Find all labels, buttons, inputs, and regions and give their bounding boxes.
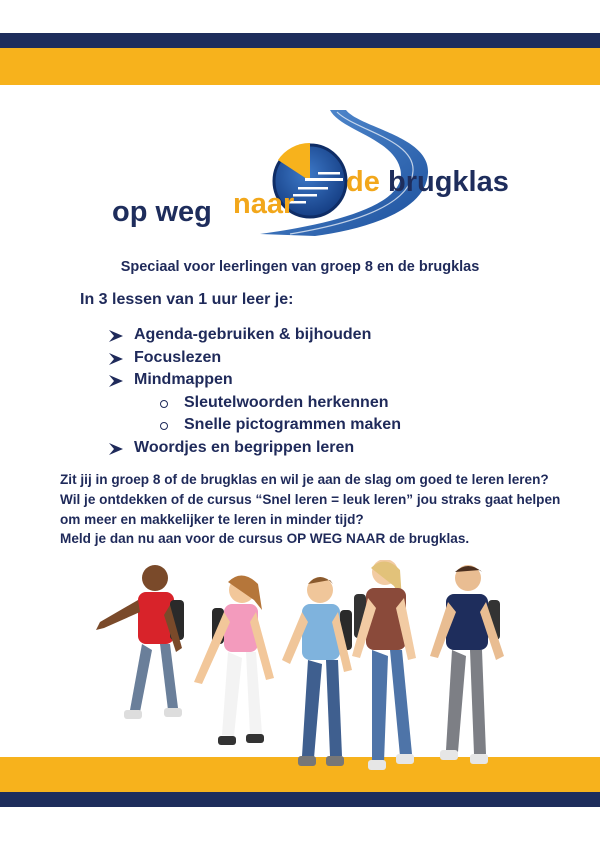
logo-text-de: de <box>346 166 380 198</box>
arrow-bullet-icon <box>108 328 124 344</box>
circle-bullet-icon <box>160 400 168 408</box>
list-item-label: Focuslezen <box>134 348 222 366</box>
description-paragraph <box>60 470 560 549</box>
list-item-label: Mindmappen <box>134 371 233 388</box>
logo-text-naar: naar <box>233 188 295 220</box>
intro-heading: In 3 lessen van 1 uur leer je: <box>80 291 294 308</box>
lesson-list <box>108 326 401 461</box>
list-item-label: Sleutelwoorden herkennen <box>184 393 389 411</box>
logo-text-brugklas: brugklas <box>388 166 509 198</box>
list-item-label: Agenda-gebruiken & bijhouden <box>134 326 372 343</box>
arrow-bullet-icon <box>108 351 124 367</box>
list-item <box>108 371 401 394</box>
list-item <box>108 394 401 417</box>
list-item <box>108 416 401 439</box>
list-item <box>108 439 401 462</box>
running-children-illustration <box>90 560 520 780</box>
paragraph-line: Meld je dan nu aan voor de cursus OP WEG NAAR de brugklas. <box>60 531 470 547</box>
subtitle: Speciaal voor leerlingen van groep 8 en de brugklas <box>120 259 480 275</box>
circle-bullet-icon <box>160 422 168 430</box>
running-children-photo <box>90 560 520 780</box>
paragraph-line: om meer en makkelijker te leren in minder tijd? <box>60 511 364 527</box>
top-gold-band <box>0 48 600 85</box>
course-logo <box>110 108 510 238</box>
arrow-bullet-icon <box>108 441 124 457</box>
top-navy-band <box>0 33 600 48</box>
logo-text-op-weg: op weg <box>112 196 212 228</box>
list-item <box>108 349 401 372</box>
list-item-label: Woordjes en begrippen leren <box>134 438 355 456</box>
arrow-bullet-icon <box>108 373 124 389</box>
list-item <box>108 326 401 349</box>
bottom-navy-band <box>0 792 600 807</box>
list-item-label: Snelle pictogrammen maken <box>184 416 401 433</box>
paragraph-line: Wil je ontdekken of de cursus “Snel leren = leuk leren” jou straks gaat helpen <box>60 491 561 507</box>
paragraph-line: Zit jij in groep 8 of de brugklas en wil je aan de slag om goed te leren leren? <box>60 472 549 487</box>
